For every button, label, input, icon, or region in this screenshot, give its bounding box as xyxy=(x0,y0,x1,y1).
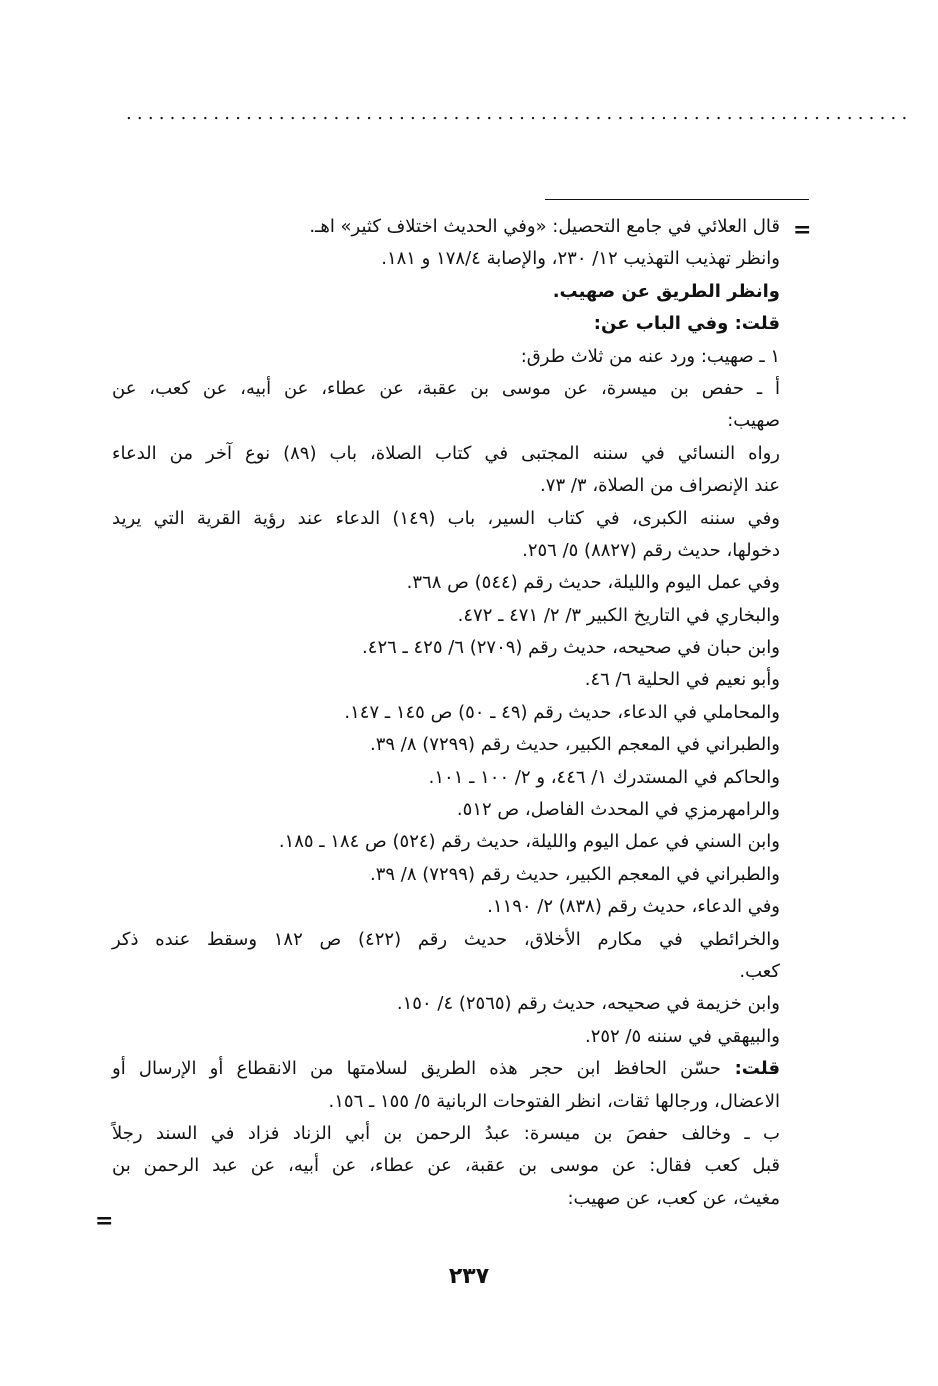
text-line: والمحاملي في الدعاء، حديث رقم (٤٩ ـ ٥٠) ص ١٤٥ ـ ١٤٧. xyxy=(344,701,780,723)
text-line: والحاكم في المستدرك ١/ ٤٤٦، و ٢/ ١٠٠ ـ ١٠١. xyxy=(428,766,780,788)
text-line: قبل كعب فقال: عن موسى بن عقبة، عن عطاء، عن أبيه، عن عبد الرحمن بن xyxy=(112,1155,780,1177)
text-line: قال العلائي في جامع التحصيل: «وفي الحديث اختلاف كثير» اهـ. xyxy=(309,216,780,237)
text-line: وابن خزيمة في صحيحه، حديث رقم (٢٥٦٥) ٤/ ١٥٠. xyxy=(396,993,780,1015)
text-line: كعب. xyxy=(739,960,780,982)
text-line: قلت: حسّن الحافظ ابن حجر هذه الطريق لسلامتها من الانقطاع أو الإرسال أو xyxy=(112,1058,780,1080)
text-line: وفي عمل اليوم والليلة، حديث رقم (٥٤٤) ص ٣٦٨. xyxy=(406,572,780,594)
text-line: ١ ـ صهيب: ورد عنه من ثلاث طرق: xyxy=(520,345,780,367)
text-line: وأبو نعيم في الحلية ٦/ ٤٦. xyxy=(584,669,780,691)
text-line: عند الإنصراف من الصلاة، ٣/ ٧٣. xyxy=(540,475,780,497)
text-line: صهيب: xyxy=(727,410,780,432)
text-line: دخولها، حديث رقم (٨٨٢٧) ٥/ ٢٥٦. xyxy=(522,539,780,561)
footnote-separator xyxy=(545,199,809,200)
text-line: الاعضال، ورجالها ثقات، انظر الفتوحات الربانية ٥/ ١٥٥ ـ ١٥٦. xyxy=(328,1090,780,1112)
text-line: والخرائطي في مكارم الأخلاق، حديث رقم (٤٢٢) ص ١٨٢ وسقط عنده ذكر xyxy=(112,928,780,950)
text-line: وانظر الطريق عن صهيب. xyxy=(552,280,780,302)
continuation-mark-bottom: = xyxy=(95,1208,114,1234)
text-line: رواه النسائي في سننه المجتبى في كتاب الصلاة، باب (٨٩) نوع آخر من الدعاء xyxy=(112,442,780,464)
text-line: والطبراني في المعجم الكبير، حديث رقم (٧٢٩٩) ٨/ ٣٩. xyxy=(370,734,780,756)
text-line: والبيهقي في سننه ٥/ ٢٥٢. xyxy=(584,1025,780,1047)
text-line: ب ـ وخالف حفصَ بن ميسرة: عبدُ الرحمن بن أبي الزناد فزاد في السند رجلاً xyxy=(112,1122,780,1144)
footnote-text xyxy=(112,211,780,1215)
text-line: مغيث، عن كعب، عن صهيب: xyxy=(567,1187,780,1209)
text-line: قلت: وفي الباب عن: xyxy=(593,313,780,335)
page-number: ٢٣٧ xyxy=(448,1264,490,1289)
text-line: وابن حبان في صحيحه، حديث رقم (٢٧٠٩) ٦/ ٤٢٥ ـ ٤٢٦. xyxy=(362,637,780,659)
text-line: وانظر تهذيب التهذيب ١٢/ ٢٣٠، والإصابة ١٧٨/٤ و ١٨١. xyxy=(381,248,780,270)
text-line: وفي الدعاء، حديث رقم (٨٣٨) ٢/ ١١٩٠. xyxy=(487,896,780,918)
continuation-mark-top: = xyxy=(793,217,812,243)
text-line: والطبراني في المعجم الكبير، حديث رقم (٧٢٩٩) ٨/ ٣٩. xyxy=(370,863,780,885)
text-line: والرامهرمزي في المحدث الفاصل، ص ٥١٢. xyxy=(456,799,780,821)
text-line: وفي سننه الكبرى، في كتاب السير، باب (١٤٩) الدعاء عند رؤية القرية التي يريد xyxy=(112,507,780,529)
text-line: أ ـ حفص بن ميسرة، عن موسى بن عقبة، عن عطاء، عن أبيه، عن كعب، عن xyxy=(112,377,780,399)
text-line: وابن السني في عمل اليوم والليلة، حديث رقم (٥٢٤) ص ١٨٤ ـ ١٨٥. xyxy=(278,831,780,853)
text-line: والبخاري في التاريخ الكبير ٣/ ٢/ ٤٧١ ـ ٤٧٢. xyxy=(457,604,780,626)
dotted-header-rule: ........................................................................ xyxy=(126,103,913,124)
